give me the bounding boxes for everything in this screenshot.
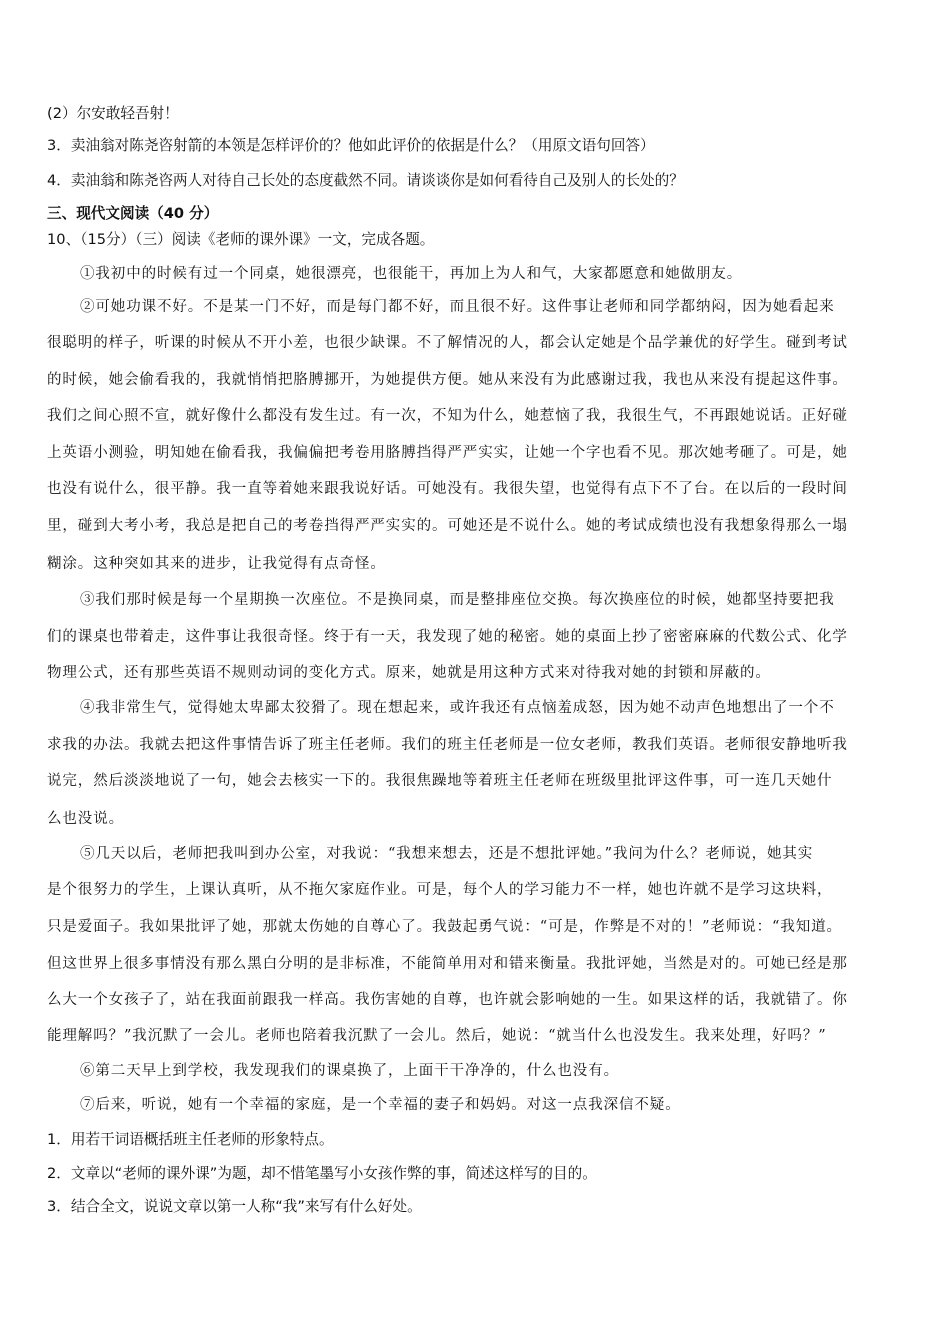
question-2-2: (2）尔安敢轻吾射！ [47, 105, 179, 122]
section-intro: 10、（15分）（三）阅读《老师的课外课》一文，完成各题。 [47, 231, 435, 248]
article-line: 上英语小测验，明知她在偷看我，我偏偏把考卷用胳膊挡得严严实实，让她一个字也看不见。那次她考砸了。可是，她 [47, 445, 848, 461]
article-paragraph-3-start: ③我们那时候是每一个星期换一次座位。不是换同桌，而是整排座位交换。每次换座位的时候，她都坚持要把我 [80, 592, 835, 608]
article-line: 是个很努力的学生，上课认真听，从不拖欠家庭作业。可是，每个人的学习能力不一样，她也许就不是学习这块料， [47, 882, 833, 898]
article-line: 里，碰到大考小考，我总是把自己的考卷挡得严严实实的。可她还是不说什么。她的考试成绩也没有我想象得那么一塌 [47, 518, 848, 534]
article-line: 能理解吗？”我沉默了一会儿。老师也陪着我沉默了一会儿。然后，她说：“就当什么也没发生。我来处理，好吗？” [47, 1028, 827, 1044]
article-line: 很聪明的样子，听课的时候从不开小差，也很少缺课。不了解情况的人，都会认定她是个品学兼优的好学生。碰到考试 [47, 335, 848, 351]
article-line: 我们之间心照不宣，就好像什么都没有发生过。有一次，不知为什么，她惹恼了我，我很生气，不再跟她说话。正好碰 [47, 408, 848, 424]
article-line: 只是爱面子。我如果批评了她，那就太伤她的自尊心了。我鼓起勇气说：“可是，作弊是不对的！”老师说：“我知道。 [47, 919, 842, 935]
article-line: 么也没说。 [47, 811, 124, 827]
article-line: 但这世界上很多事情没有那么黑白分明的是非标准，不能简单用对和错来衡量。我批评她，当然是对的。可她已经是那 [47, 956, 848, 972]
article-line: 也没有说什么，很平静。我一直等着她来跟我说好话。可她没有。我很失望，也觉得有点下不了台。在以后的一段时间 [47, 481, 848, 497]
section-heading: 三、现代文阅读（40 分） [47, 205, 219, 222]
article-paragraph-1: ①我初中的时候有过一个同桌，她很漂亮，也很能干，再加上为人和气，大家都愿意和她做朋友。 [80, 266, 743, 282]
question-4: 4．卖油翁和陈尧咨两人对待自己长处的态度截然不同。请谈谈你是如何看待自己及别人的长处的？ [47, 172, 684, 189]
article-line: 求我的办法。我就去把这件事情告诉了班主任老师。我们的班主任老师是一位女老师，教我们英语。老师很安静地听我 [47, 737, 848, 753]
article-paragraph-4-start: ④我非常生气，觉得她太卑鄙太狡猾了。现在想起来，或许我还有点恼羞成怒，因为她不动声色地想出了一个不 [80, 700, 835, 716]
final-question-2: 2．文章以“老师的课外课”为题，却不惜笔墨写小女孩作弊的事，简述这样写的目的。 [47, 1165, 597, 1182]
article-paragraph-7: ⑦后来，听说，她有一个幸福的家庭，是一个幸福的妻子和妈妈。对这一点我深信不疑。 [80, 1097, 681, 1113]
article-line: 么大一个女孩子了，站在我面前跟我一样高。我伤害她的自尊，也许就会影响她的一生。如果这样的话，我就错了。你 [47, 992, 848, 1008]
article-line: 糊涂。这种突如其来的进步，让我觉得有点奇怪。 [47, 556, 386, 572]
final-question-1: 1．用若干词语概括班主任老师的形象特点。 [47, 1131, 334, 1148]
article-paragraph-2-start: ②可她功课不好。不是某一门不好，而是每门都不好，而且很不好。这件事让老师和同学都纳闷，因为她看起来 [80, 299, 835, 315]
article-paragraph-6: ⑥第二天早上到学校，我发现我们的课桌换了，上面干干净净的，什么也没有。 [80, 1063, 619, 1079]
article-line: 的时候，她会偷看我的，我就悄悄把胳膊挪开，为她提供方便。她从来没有为此感谢过我，我也从来没有提起这件事。 [47, 372, 848, 388]
article-paragraph-5-start: ⑤几天以后，老师把我叫到办公室，对我说：“我想来想去，还是不想批评她。”我问为什么？老师说，她其实 [80, 846, 814, 862]
question-3: 3．卖油翁对陈尧咨射箭的本领是怎样评价的？他如此评价的依据是什么？（用原文语句回答） [47, 137, 655, 154]
article-line: 说完，然后淡淡地说了一句，她会去核实一下的。我很焦躁地等着班主任老师在班级里批评这件事，可一连几天她什 [47, 773, 833, 789]
final-question-3: 3．结合全文，说说文章以第一人称“我”来写有什么好处。 [47, 1198, 422, 1215]
article-line: 物理公式，还有那些英语不规则动词的变化方式。原来，她就是用这种方式来对待我对她的封锁和屏蔽的。 [47, 665, 771, 681]
article-line: 们的课桌也带着走，这件事让我很奇怪。终于有一天，我发现了她的秘密。她的桌面上抄了密密麻麻的代数公式、化学 [47, 629, 848, 645]
